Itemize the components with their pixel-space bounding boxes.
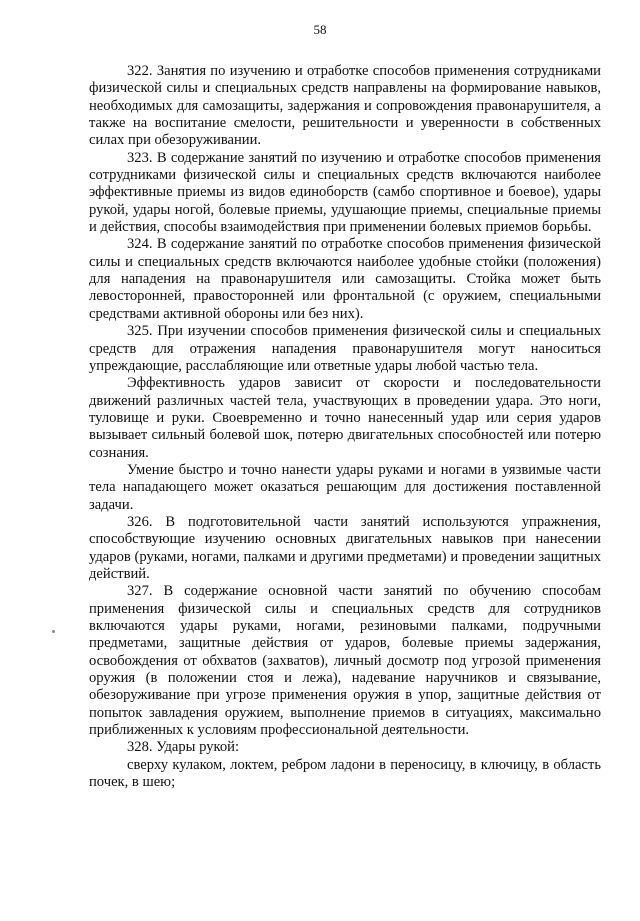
paragraph-325-skill: Умение быстро и точно нанести удары руками и ногами в уязвимые части тела нападающего может оказаться решающим для достижения поставленной задачи. [89, 461, 601, 513]
paragraph-328-item: сверху кулаком, локтем, ребром ладони в переносицу, в ключицу, в область почек, в шею; [89, 756, 601, 791]
document-body [89, 63, 601, 791]
page-number: 58 [313, 22, 327, 37]
paragraph-326: 326. В подготовительной части занятий используются упражнения, способствующие изучению основных двигательных навыков при нанесении ударов (руками, ногами, палками и другими предметами) и проведении защитных действий. [89, 513, 601, 582]
paragraph-322: 322. Занятия по изучению и отработке способов применения сотрудниками физической силы и специальных средств направлены на формирование навыков, необходимых для самозащиты, задержания и сопровождения правонарушителя, а также на воспитание смелости, решительности и уверенности в собственных силах при обезоруживании. [89, 63, 601, 149]
paragraph-327: 327. В содержание основной части занятий по обучению способам применения физической силы и специальных средств для сотрудников включаются удары руками, ногами, резиновыми палками, подручными предметами, защитные действия от ударов, болевые приемы задержания, освобождения от обхватов (захватов), личный досмотр под угрозой применения оружия (в положении стоя и лежа), надевание наручников и связывание, обезоруживание при угрозе применения оружия в упор, защитные действия от попыток завладения оружием, выполнение приемов в ситуациях, максимально приближенных к условиям профессиональной деятельности. [89, 583, 601, 739]
paragraph-328: 328. Удары рукой: [127, 739, 240, 756]
paragraph-323: 323. В содержание занятий по изучению и отработке способов применения сотрудниками физической силы и специальных средств включаются наиболее эффективные приемы из видов единоборств (самбо спортивное и боевое), удары рукой, удары ногой, болевые приемы, удушающие приемы, специальные приемы и действия, способы взаимодействия при применении болевых приемов борьбы. [89, 149, 601, 236]
margin-speck [52, 630, 55, 633]
paragraph-325: 325. При изучении способов применения физической силы и специальных средств для отражения нападения правонарушителя могут наноситься упреждающие, расслабляющие или ответные удары любой частью тела. [89, 323, 601, 374]
paragraph-325-effectiveness: Эффективность ударов зависит от скорости и последовательности движений различных частей тела, участвующих в проведении удара. Это ноги, туловище и руки. Своевременно и точно нанесенный удар или серия ударов вызывает сильный болевой шок, потерю двигательных способностей или потерю сознания. [89, 375, 601, 461]
paragraph-324: 324. В содержание занятий по отработке способов применения физической силы и специальных средств включаются наиболее удобные стойки (положения) для нападения на правонарушителя или самозащиты. Стойка может быть левосторонней, правосторонней или фронтальной (с оружием, специальными средствами активной обороны или без них). [89, 236, 601, 322]
